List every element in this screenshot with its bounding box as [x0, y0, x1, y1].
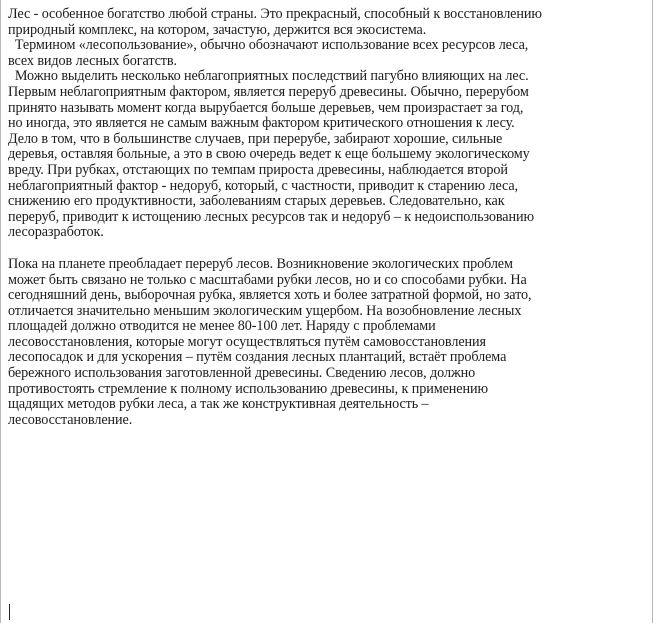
paragraph-4: [8, 257, 648, 429]
text-line: сегодняшний день, выборочная рубка, является хоть и более затратной формой, но зато,: [8, 287, 532, 304]
text-line: Дело в том, что в большинстве случаев, при перерубе, забирают хорошие, сильные: [8, 130, 503, 147]
text-cursor: [9, 604, 10, 620]
text-line: лесовосстановление.: [8, 411, 133, 428]
text-line: лесопосадок и для ускорения – путём создания лесных плантаций, встаёт проблема: [8, 349, 507, 366]
text-line: переруб, приводит к истощению лесных ресурсов так и недоруб – к недоиспользованию: [8, 208, 534, 225]
paragraph-3: [8, 69, 648, 241]
text-line: Первым неблагоприятным фактором, является переруб древесины. Обычно, перерубом: [8, 83, 529, 100]
text-line: отличается значительно меньшим экологическим ущербом. На возобновление лесных: [8, 302, 522, 319]
text-line: Лес - особенное богатство любой страны. Это прекрасный, способный к восстановлению: [8, 6, 542, 22]
document-text-body[interactable]: [8, 7, 648, 428]
paragraph-2: [8, 38, 648, 69]
empty-line: [8, 241, 648, 257]
text-line: может быть связано не только с масштабами рубки лесов, но и со способами рубки. На: [8, 271, 527, 288]
text-line: принято называть момент когда вырубается больше деревьев, чем произрастает за год,: [8, 99, 524, 116]
text-line: деревья, оставляя больные, а это в свою очередь ведет к еще большему экологическому: [8, 146, 530, 163]
text-line: Можно выделить несколько неблагоприятных последствий пагубно влияющих на лес.: [8, 68, 529, 85]
text-line: снижению его продуктивности, заболеваниям старых деревьев. Следовательно, как: [8, 193, 505, 210]
text-line: противостоять стремление к полному использованию древесины, к применению: [8, 380, 488, 397]
paragraph-1: [8, 7, 648, 38]
text-line: всех видов лесных богатств.: [8, 52, 177, 69]
page-left-border: [0, 0, 1, 623]
text-line: бережного использования заготовленной древесины. Сведению лесов, должно: [8, 365, 476, 382]
text-line: Пока на планете преобладает переруб лесов. Возникновение экологических проблем: [8, 255, 513, 272]
text-line: площадей должно отводится не менее 80-100 лет. Наряду с проблемами: [8, 318, 436, 335]
text-line: лесовосстановления, которые могут осуществляться путём самовосстановления: [8, 333, 486, 350]
text-line: неблагоприятный фактор - недоруб, который, с частности, приводит к старению леса,: [8, 177, 519, 194]
text-line: но иногда, это является не самым важным фактором критического отношения к лесу.: [8, 115, 515, 132]
text-line: вреду. При рубках, отстающих по темпам прироста древесины, наблюдается второй: [8, 161, 508, 178]
text-line: Термином «лесопользование», обычно обозначают использование всех ресурсов леса,: [8, 37, 529, 54]
text-line: щадящих методов рубки леса, а так же конструктивная деятельность –: [8, 396, 429, 413]
text-line: лесоразработок.: [8, 224, 104, 241]
page-right-border: [652, 0, 653, 623]
text-line: природный комплекс, на котором, зачастую, держится вся экосистема.: [8, 21, 427, 38]
